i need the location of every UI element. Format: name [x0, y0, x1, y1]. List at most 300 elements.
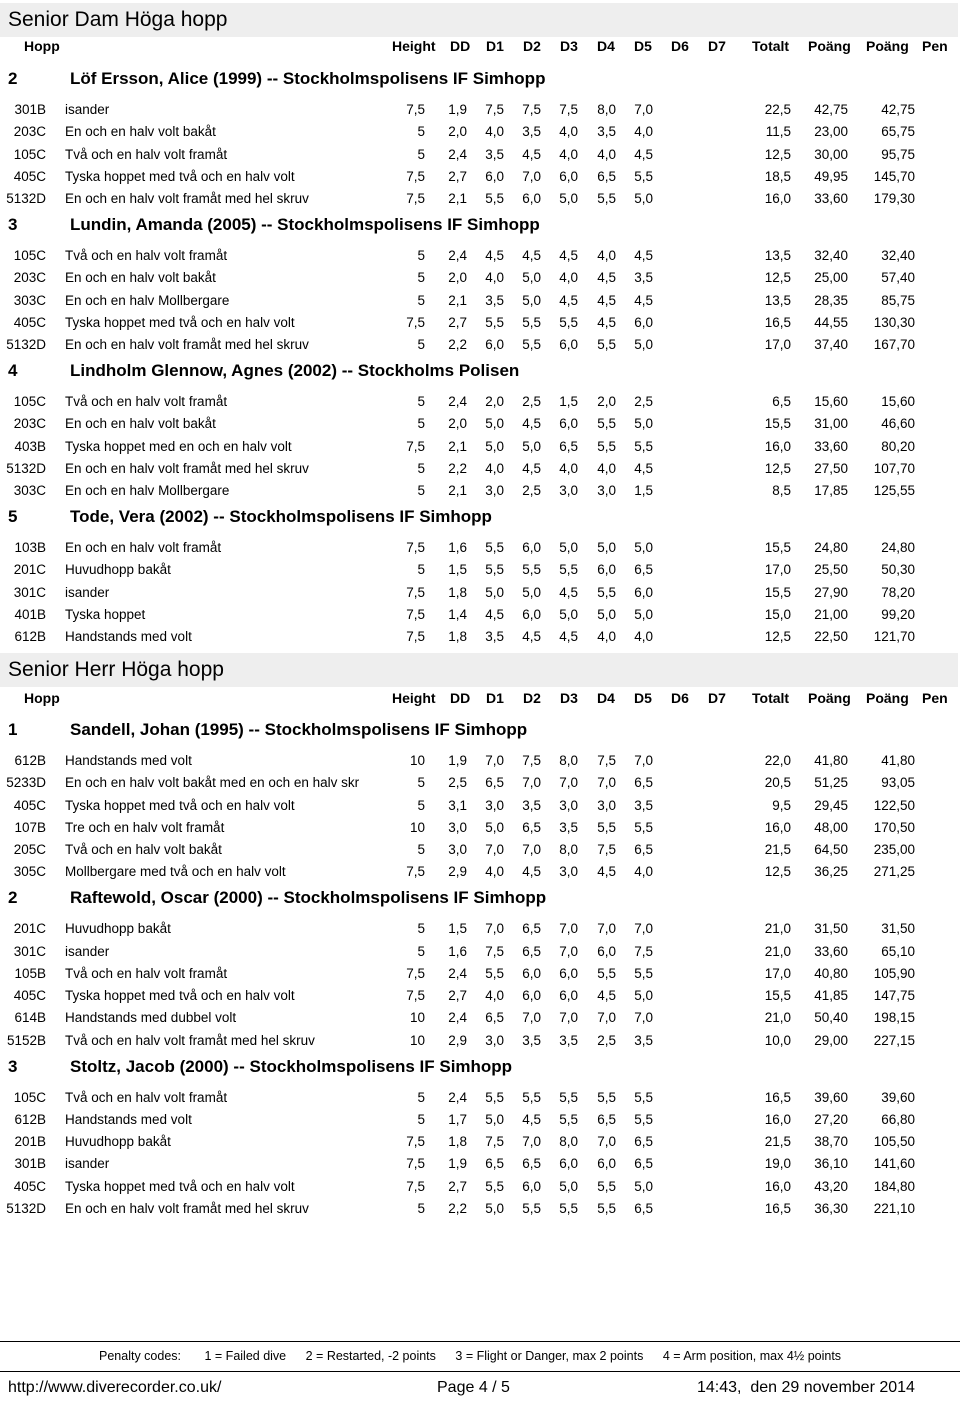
- table-row: [0, 436, 960, 456]
- judge-2-score: 5,5: [522, 337, 541, 352]
- table-row: [0, 121, 960, 141]
- judge-1-score: 7,5: [485, 102, 504, 117]
- judge-4-score: 5,5: [597, 966, 616, 981]
- judge-3-score: 4,0: [559, 124, 578, 139]
- judge-5-score: 6,0: [634, 315, 653, 330]
- dive-total: 17,0: [764, 337, 791, 352]
- dive-height: 10: [409, 820, 425, 835]
- judge-2-score: 6,5: [522, 820, 541, 835]
- dive-total: 15,5: [764, 540, 791, 555]
- dive-height: 5: [417, 147, 425, 162]
- table-row: [0, 391, 960, 411]
- dive-height: 7,5: [406, 169, 425, 184]
- judge-4-score: 6,0: [597, 944, 616, 959]
- dive-name: Tyska hoppet med två och en halv volt: [65, 798, 295, 813]
- dive-dd: 2,7: [448, 1179, 467, 1194]
- dive-name: isander: [65, 102, 110, 117]
- cumulative-points: 221,10: [873, 1201, 915, 1216]
- dive-total: 10,0: [764, 1033, 791, 1048]
- judge-1-score: 5,5: [485, 1090, 504, 1105]
- judge-5-score: 7,5: [634, 944, 653, 959]
- dive-total: 15,5: [764, 585, 791, 600]
- table-row: [0, 1153, 960, 1173]
- penalty-code: 4 = Arm position, max 4½ points: [662, 1349, 842, 1363]
- dive-code: 301B: [14, 1156, 46, 1171]
- judge-3-score: 6,0: [559, 416, 578, 431]
- dive-total: 20,5: [764, 775, 791, 790]
- judge-3-score: 4,5: [559, 293, 578, 308]
- column-header-row: [0, 36, 960, 56]
- judge-1-score: 4,5: [485, 248, 504, 263]
- dive-height: 7,5: [406, 988, 425, 1003]
- cumulative-points: 15,60: [881, 394, 915, 409]
- dive-height: 7,5: [406, 864, 425, 879]
- diver-name: Stoltz, Jacob (2000) -- Stockholmspolisens IF Simhopp: [70, 1056, 513, 1076]
- dive-points: 41,85: [814, 988, 848, 1003]
- dive-name: Handstands med volt: [65, 753, 192, 768]
- dive-code: 301C: [13, 944, 46, 959]
- col-d6: D6: [671, 690, 689, 706]
- cumulative-points: 227,15: [873, 1033, 915, 1048]
- dive-dd: 2,0: [448, 270, 467, 285]
- dive-dd: 2,1: [448, 439, 467, 454]
- diver-rank: 5: [8, 507, 18, 526]
- judge-2-score: 3,5: [522, 1033, 541, 1048]
- table-row: [0, 166, 960, 186]
- table-row: [0, 941, 960, 961]
- cumulative-points: 32,40: [881, 248, 915, 263]
- judge-1-score: 6,0: [485, 337, 504, 352]
- dive-code: 301B: [14, 102, 46, 117]
- judge-2-score: 5,5: [522, 562, 541, 577]
- col-d5: D5: [634, 38, 652, 54]
- dive-height: 5: [417, 394, 425, 409]
- dive-dd: 2,4: [448, 1010, 467, 1025]
- judge-4-score: 5,5: [597, 439, 616, 454]
- judge-4-score: 6,0: [597, 1156, 616, 1171]
- dive-name: Tre och en halv volt framåt: [65, 820, 225, 835]
- dive-dd: 1,8: [448, 629, 467, 644]
- judge-2-score: 7,0: [522, 1010, 541, 1025]
- judge-2-score: 7,0: [522, 775, 541, 790]
- dive-points: 36,10: [814, 1156, 848, 1171]
- diver-rank: 3: [8, 1056, 18, 1076]
- judge-3-score: 5,0: [559, 540, 578, 555]
- dive-code: 303C: [13, 293, 46, 308]
- judge-5-score: 6,5: [634, 842, 653, 857]
- judge-3-score: 4,5: [559, 629, 578, 644]
- dive-code: 203C: [13, 124, 46, 139]
- dive-total: 16,0: [764, 191, 791, 206]
- judge-5-score: 5,0: [634, 337, 653, 352]
- judge-4-score: 4,5: [597, 315, 616, 330]
- judge-4-score: 4,5: [597, 270, 616, 285]
- col-d3: D3: [560, 38, 578, 54]
- cumulative-points: 95,75: [881, 147, 915, 162]
- judge-4-score: 7,5: [597, 842, 616, 857]
- dive-total: 12,5: [764, 629, 791, 644]
- dive-code: 301C: [13, 585, 46, 600]
- judge-5-score: 5,0: [634, 191, 653, 206]
- cumulative-points: 99,20: [881, 607, 915, 622]
- judge-3-score: 5,5: [559, 1112, 578, 1127]
- judge-3-score: 5,5: [559, 315, 578, 330]
- dive-name: Två och en halv volt framåt med hel skruv: [65, 1033, 315, 1048]
- judge-1-score: 7,0: [485, 921, 504, 936]
- dive-dd: 2,7: [448, 169, 467, 184]
- judge-5-score: 5,5: [634, 439, 653, 454]
- dive-points: 49,95: [814, 169, 848, 184]
- judge-5-score: 5,5: [634, 1112, 653, 1127]
- dive-name: Handstands med dubbel volt: [65, 1010, 237, 1025]
- dive-code: 5132D: [6, 337, 46, 352]
- penalty-label: Penalty codes:: [99, 1349, 181, 1363]
- dive-points: 28,35: [814, 293, 848, 308]
- judge-3-score: 7,5: [559, 102, 578, 117]
- dive-name: Två och en halv volt framåt: [65, 966, 228, 981]
- judge-4-score: 4,0: [597, 147, 616, 162]
- judge-2-score: 5,0: [522, 293, 541, 308]
- dive-name: Två och en halv volt bakåt: [65, 842, 222, 857]
- judge-4-score: 7,5: [597, 753, 616, 768]
- dive-name: En och en halv volt bakåt: [65, 124, 216, 139]
- cumulative-points: 105,50: [873, 1134, 915, 1149]
- dive-dd: 2,4: [448, 248, 467, 263]
- dive-dd: 2,4: [448, 1090, 467, 1105]
- judge-4-score: 7,0: [597, 775, 616, 790]
- diver-name: Sandell, Johan (1995) -- Stockholmspolisens IF Simhopp: [70, 720, 528, 739]
- dive-points: 27,20: [814, 1112, 848, 1127]
- dive-height: 10: [409, 1033, 425, 1048]
- dive-height: 7,5: [406, 966, 425, 981]
- dive-name: En och en halv volt framåt med hel skruv: [65, 337, 309, 352]
- cumulative-points: 107,70: [873, 461, 915, 476]
- cumulative-points: 147,75: [873, 988, 915, 1003]
- judge-2-score: 7,0: [522, 842, 541, 857]
- dive-height: 5: [417, 562, 425, 577]
- judge-5-score: 2,5: [634, 394, 653, 409]
- judge-5-score: 3,5: [634, 1033, 653, 1048]
- judge-1-score: 7,5: [485, 944, 504, 959]
- dive-dd: 2,2: [448, 337, 467, 352]
- dive-height: 5: [417, 124, 425, 139]
- cumulative-points: 80,20: [881, 439, 915, 454]
- dive-height: 10: [409, 753, 425, 768]
- diver-name: Raftewold, Oscar (2000) -- Stockholmspolisens IF Simhopp: [70, 888, 547, 908]
- dive-name: En och en halv volt bakåt: [65, 270, 216, 285]
- diver-heading: [0, 357, 960, 385]
- column-header-row: [0, 688, 960, 708]
- event-title: Senior Herr Höga hopp: [0, 653, 958, 687]
- judge-5-score: 4,0: [634, 864, 653, 879]
- dive-points: 29,45: [814, 798, 848, 813]
- cumulative-points: 46,60: [881, 416, 915, 431]
- table-row: [0, 290, 960, 310]
- cumulative-points: 198,15: [873, 1010, 915, 1025]
- diver-name: Lundin, Amanda (2005) -- Stockholmspolisens IF Simhopp: [70, 215, 540, 234]
- judge-3-score: 4,0: [559, 461, 578, 476]
- judge-4-score: 6,5: [597, 1112, 616, 1127]
- col-d4: D4: [597, 690, 615, 706]
- table-row: [0, 918, 960, 938]
- footer-url-link[interactable]: http://www.diverecorder.co.uk/: [8, 1379, 222, 1396]
- col-d2: D2: [523, 690, 541, 706]
- judge-4-score: 5,5: [597, 337, 616, 352]
- cumulative-points: 179,30: [873, 191, 915, 206]
- judge-3-score: 6,0: [559, 337, 578, 352]
- dive-dd: 2,7: [448, 315, 467, 330]
- table-row: [0, 772, 960, 792]
- judge-5-score: 4,5: [634, 248, 653, 263]
- judge-1-score: 6,0: [485, 169, 504, 184]
- dive-code: 5152B: [6, 1033, 46, 1048]
- judge-1-score: 3,0: [485, 798, 504, 813]
- judge-3-score: 4,5: [559, 585, 578, 600]
- judge-5-score: 4,0: [634, 124, 653, 139]
- judge-5-score: 5,5: [634, 820, 653, 835]
- dive-code: 203C: [13, 416, 46, 431]
- table-row: [0, 963, 960, 983]
- dive-points: 31,50: [814, 921, 848, 936]
- diver-name: Lindholm Glennow, Agnes (2002) -- Stockholms Polisen: [70, 361, 520, 380]
- dive-dd: 2,1: [448, 191, 467, 206]
- dive-total: 13,5: [764, 293, 791, 308]
- judge-4-score: 5,5: [597, 1201, 616, 1216]
- judge-1-score: 4,0: [485, 124, 504, 139]
- judge-1-score: 4,0: [485, 864, 504, 879]
- penalty-code: 2 = Restarted, -2 points: [305, 1349, 436, 1363]
- dive-dd: 2,2: [448, 1201, 467, 1216]
- table-row: [0, 1007, 960, 1027]
- judge-5-score: 3,5: [634, 270, 653, 285]
- dive-code: 403B: [14, 439, 46, 454]
- judge-2-score: 3,5: [522, 798, 541, 813]
- cumulative-points: 167,70: [873, 337, 915, 352]
- dive-code: 201B: [14, 1134, 46, 1149]
- diver-heading: [0, 503, 960, 531]
- judge-3-score: 7,0: [559, 1010, 578, 1025]
- judge-4-score: 4,5: [597, 864, 616, 879]
- table-row: [0, 985, 960, 1005]
- table-row: [0, 750, 960, 770]
- dive-dd: 3,0: [448, 842, 467, 857]
- judge-1-score: 6,5: [485, 775, 504, 790]
- judge-5-score: 6,0: [634, 585, 653, 600]
- judge-5-score: 1,5: [634, 483, 653, 498]
- judge-5-score: 7,0: [634, 921, 653, 936]
- dive-dd: 1,8: [448, 1134, 467, 1149]
- judge-4-score: 7,0: [597, 1134, 616, 1149]
- table-row: [0, 245, 960, 265]
- dive-height: 7,5: [406, 1179, 425, 1194]
- dive-dd: 3,1: [448, 798, 467, 813]
- dive-name: En och en halv volt framåt med hel skruv: [65, 461, 309, 476]
- judge-3-score: 3,0: [559, 483, 578, 498]
- judge-1-score: 4,0: [485, 461, 504, 476]
- dive-code: 612B: [14, 1112, 46, 1127]
- judge-4-score: 5,5: [597, 585, 616, 600]
- dive-points: 21,00: [814, 607, 848, 622]
- judge-2-score: 5,5: [522, 315, 541, 330]
- table-row: [0, 188, 960, 208]
- table-row: [0, 1131, 960, 1151]
- col-dd: DD: [450, 38, 471, 54]
- footer-divider: [0, 1371, 960, 1372]
- dive-height: 7,5: [406, 540, 425, 555]
- col-d7: D7: [708, 38, 726, 54]
- dive-dd: 3,0: [448, 820, 467, 835]
- dive-points: 37,40: [814, 337, 848, 352]
- table-row: [0, 1030, 960, 1050]
- dive-total: 13,5: [764, 248, 791, 263]
- judge-3-score: 7,0: [559, 921, 578, 936]
- judge-5-score: 5,0: [634, 988, 653, 1003]
- judge-4-score: 3,0: [597, 798, 616, 813]
- dive-total: 16,5: [764, 315, 791, 330]
- dive-points: 48,00: [814, 820, 848, 835]
- judge-2-score: 6,0: [522, 540, 541, 555]
- dive-height: 7,5: [406, 102, 425, 117]
- dive-points: 38,70: [814, 1134, 848, 1149]
- dive-dd: 1,7: [448, 1112, 467, 1127]
- dive-name: En och en halv volt bakåt: [65, 416, 216, 431]
- dive-height: 7,5: [406, 191, 425, 206]
- table-row: [0, 604, 960, 624]
- judge-1-score: 3,0: [485, 1033, 504, 1048]
- col-d1: D1: [486, 38, 504, 54]
- judge-2-score: 3,5: [522, 124, 541, 139]
- dive-dd: 1,9: [448, 753, 467, 768]
- dive-points: 27,50: [814, 461, 848, 476]
- col-hopp: Hopp: [24, 690, 60, 706]
- judge-1-score: 5,0: [485, 439, 504, 454]
- judge-2-score: 5,0: [522, 439, 541, 454]
- cumulative-points: 121,70: [873, 629, 915, 644]
- judge-1-score: 6,5: [485, 1010, 504, 1025]
- dive-total: 6,5: [772, 394, 791, 409]
- dive-points: 44,55: [814, 315, 848, 330]
- col-height: Height: [392, 38, 436, 54]
- judge-4-score: 5,5: [597, 416, 616, 431]
- dive-points: 36,30: [814, 1201, 848, 1216]
- col-points: Poäng: [808, 38, 851, 54]
- dive-code: 105C: [13, 394, 46, 409]
- dive-dd: 2,5: [448, 775, 467, 790]
- dive-height: 5: [417, 1090, 425, 1105]
- judge-4-score: 4,5: [597, 293, 616, 308]
- judge-2-score: 6,0: [522, 988, 541, 1003]
- judge-5-score: 5,0: [634, 416, 653, 431]
- diver-name: Löf Ersson, Alice (1999) -- Stockholmspolisens IF Simhopp: [70, 69, 546, 88]
- diver-rank: 3: [8, 215, 18, 234]
- table-row: [0, 480, 960, 500]
- judge-2-score: 5,0: [522, 585, 541, 600]
- dive-total: 12,5: [764, 461, 791, 476]
- judge-2-score: 6,5: [522, 1156, 541, 1171]
- dive-height: 5: [417, 775, 425, 790]
- dive-code: 201C: [13, 562, 46, 577]
- judge-5-score: 5,5: [634, 1090, 653, 1105]
- dive-height: 5: [417, 461, 425, 476]
- judge-3-score: 6,5: [559, 439, 578, 454]
- judge-5-score: 7,0: [634, 102, 653, 117]
- table-row: [0, 1198, 960, 1218]
- judge-4-score: 7,0: [597, 1010, 616, 1025]
- judge-2-score: 4,5: [522, 629, 541, 644]
- judge-3-score: 4,0: [559, 270, 578, 285]
- dive-code: 405C: [13, 315, 46, 330]
- col-dd: DD: [450, 690, 471, 706]
- dive-total: 8,5: [772, 483, 791, 498]
- cumulative-points: 78,20: [881, 585, 915, 600]
- judge-2-score: 4,5: [522, 461, 541, 476]
- judge-1-score: 5,5: [485, 191, 504, 206]
- dive-code: 105C: [13, 1090, 46, 1105]
- cumulative-points: 50,30: [881, 562, 915, 577]
- judge-5-score: 6,5: [634, 775, 653, 790]
- dive-total: 21,0: [764, 1010, 791, 1025]
- judge-3-score: 3,5: [559, 1033, 578, 1048]
- table-row: [0, 1176, 960, 1196]
- dive-dd: 1,9: [448, 1156, 467, 1171]
- dive-height: 7,5: [406, 315, 425, 330]
- judge-3-score: 7,0: [559, 775, 578, 790]
- dive-height: 5: [417, 293, 425, 308]
- dive-dd: 2,4: [448, 394, 467, 409]
- dive-total: 19,0: [764, 1156, 791, 1171]
- penalty-code: 3 = Flight or Danger, max 2 points: [455, 1349, 644, 1363]
- dive-name: Tyska hoppet med två och en halv volt: [65, 988, 295, 1003]
- judge-4-score: 6,5: [597, 169, 616, 184]
- dive-total: 22,0: [764, 753, 791, 768]
- dive-name: En och en halv Mollbergare: [65, 293, 230, 308]
- judge-1-score: 5,0: [485, 416, 504, 431]
- cumulative-points: 105,90: [873, 966, 915, 981]
- penalty-code: 1 = Failed dive: [204, 1349, 287, 1363]
- judge-4-score: 3,5: [597, 124, 616, 139]
- dive-total: 21,0: [764, 921, 791, 936]
- judge-4-score: 4,5: [597, 988, 616, 1003]
- judge-3-score: 6,0: [559, 966, 578, 981]
- dive-points: 15,60: [814, 394, 848, 409]
- dive-name: Huvudhopp bakåt: [65, 562, 171, 577]
- col-height: Height: [392, 690, 436, 706]
- col-cumulative: Poäng: [866, 690, 909, 706]
- diver-heading: [0, 884, 960, 912]
- col-d2: D2: [523, 38, 541, 54]
- judge-1-score: 7,5: [485, 1134, 504, 1149]
- dive-code: 5132D: [6, 191, 46, 206]
- judge-1-score: 5,5: [485, 540, 504, 555]
- judge-2-score: 2,5: [522, 394, 541, 409]
- dive-height: 5: [417, 944, 425, 959]
- dive-height: 5: [417, 416, 425, 431]
- dive-total: 17,0: [764, 966, 791, 981]
- dive-name: isander: [65, 1156, 110, 1171]
- dive-dd: 2,9: [448, 864, 467, 879]
- judge-2-score: 4,5: [522, 864, 541, 879]
- judge-3-score: 3,0: [559, 864, 578, 879]
- dive-dd: 2,9: [448, 1033, 467, 1048]
- penalty-codes: [99, 1349, 865, 1363]
- dive-name: Två och en halv volt framåt: [65, 248, 228, 263]
- diver-heading: [0, 1053, 960, 1081]
- dive-points: 17,85: [814, 483, 848, 498]
- dive-total: 11,5: [765, 124, 791, 139]
- judge-1-score: 5,0: [485, 820, 504, 835]
- dive-points: 33,60: [814, 944, 848, 959]
- judge-2-score: 7,5: [522, 102, 541, 117]
